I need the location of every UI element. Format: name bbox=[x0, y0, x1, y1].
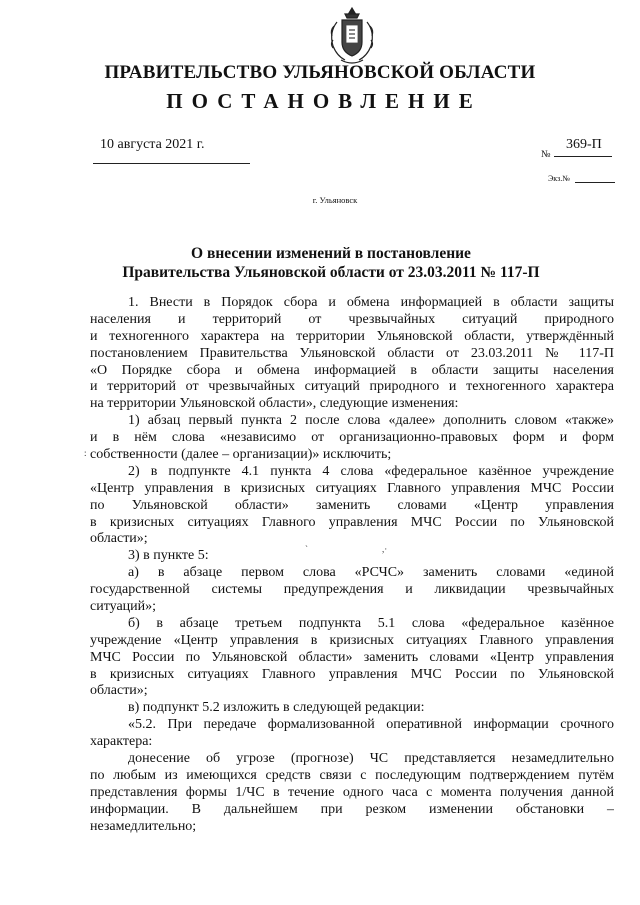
copy-number-label: Экз.№ bbox=[548, 174, 570, 183]
body-line: постановлением Правительства Ульяновской области от 23.03.2011 № 117-П bbox=[90, 345, 614, 361]
coat-of-arms-emblem bbox=[327, 6, 377, 68]
document-date: 10 августа 2021 г. bbox=[100, 137, 205, 152]
body-line: 2) в подпункте 4.1 пункта 4 слова «федеральное казённое учреждение bbox=[128, 463, 614, 479]
document-subject bbox=[0, 244, 640, 282]
scan-speck-mark: ,· bbox=[382, 544, 388, 554]
body-line: государственной системы предупреждения и ликвидации чрезвычайных bbox=[90, 582, 614, 598]
document-number: 369-П bbox=[566, 137, 602, 152]
body-line: и техногенного характера на территории Ульяновской области, утверждённый bbox=[90, 328, 614, 344]
body-line: 3) в пункте 5: bbox=[128, 548, 209, 564]
body-line: и в нём слова «независимо от организационно-правовых форм и форм bbox=[90, 430, 614, 446]
body-line: «О Порядке сбора и обмена информацией в области защиты населения bbox=[90, 362, 614, 378]
body-line: «5.2. При передаче формализованной оперативной информации срочного bbox=[128, 717, 614, 733]
body-line: по любым из имеющихся средств связи с последующим подтверждением путём bbox=[90, 767, 614, 783]
body-line: б) в абзаце третьем подпункта 5.1 слова «федеральное казённое bbox=[128, 615, 614, 631]
number-sign: № bbox=[541, 149, 551, 160]
body-line: учреждение «Центр управления в кризисных ситуациях Главного управления bbox=[90, 632, 614, 648]
body-line: в кризисных ситуациях Главного управления МЧС России по Ульяновской bbox=[90, 514, 614, 530]
government-name: ПРАВИТЕЛЬСТВО УЛЬЯНОВСКОЙ ОБЛАСТИ bbox=[104, 62, 536, 83]
body-line: «Центр управления в кризисных ситуациях Главного управления МЧС России bbox=[90, 480, 614, 496]
body-line: представления формы 1/ЧС в течение одного часа с момента получения данной bbox=[90, 784, 614, 800]
subject-line: О внесении изменений в постановление bbox=[191, 245, 471, 262]
subject-line: Правительства Ульяновской области от 23.03.2011 № 117-П bbox=[122, 264, 540, 281]
body-line: в кризисных ситуациях Главного управления МЧС России по Ульяновской bbox=[90, 666, 614, 682]
number-underline bbox=[554, 156, 612, 157]
body-line: 1. Внести в Порядок сбора и обмена информацией в области защиты bbox=[128, 295, 614, 310]
body-line: а) в абзаце первом слова «РСЧС» заменить словами «единой bbox=[128, 565, 614, 581]
body-line: области»; bbox=[90, 531, 148, 547]
body-line: незамедлительно; bbox=[90, 818, 197, 834]
body-line: и территорий от чрезвычайных ситуаций природного и техногенного характера bbox=[90, 379, 614, 395]
city-name: г. Ульяновск bbox=[312, 195, 358, 205]
body-line: донесение об угрозе (прогнозе) ЧС представляется незамедлительно bbox=[128, 751, 614, 767]
body-line: ситуаций»; bbox=[90, 599, 157, 615]
body-line: по Ульяновской области» заменить словами «Центр управления bbox=[90, 497, 614, 513]
body-line: МЧС России по Ульяновской области» заменить словами «Центр управления bbox=[90, 649, 614, 665]
scan-speck-mark: ` bbox=[305, 544, 308, 554]
body-line: области»; bbox=[90, 683, 148, 699]
margin-tick-mark: : bbox=[84, 448, 87, 458]
body-line: собственности (далее – организации)» исключить; bbox=[90, 447, 392, 463]
body-line: 1) абзац первый пункта 2 после слова «далее» дополнить словом «также» bbox=[128, 413, 614, 429]
body-line: характера: bbox=[90, 734, 153, 750]
document-body bbox=[90, 295, 614, 836]
body-line: в) подпункт 5.2 изложить в следующей редакции: bbox=[128, 700, 425, 716]
date-underline bbox=[93, 163, 250, 164]
document-type: ПОСТАНОВЛЕНИЕ bbox=[166, 89, 482, 113]
body-line: на территории Ульяновской области», следующие изменения: bbox=[90, 396, 459, 412]
copy-number-underline bbox=[575, 182, 615, 183]
body-line: информации. В дальнейшем при резком изменении обстановки – bbox=[90, 801, 614, 817]
body-line: населения и территорий от чрезвычайных ситуаций природного bbox=[90, 311, 614, 327]
